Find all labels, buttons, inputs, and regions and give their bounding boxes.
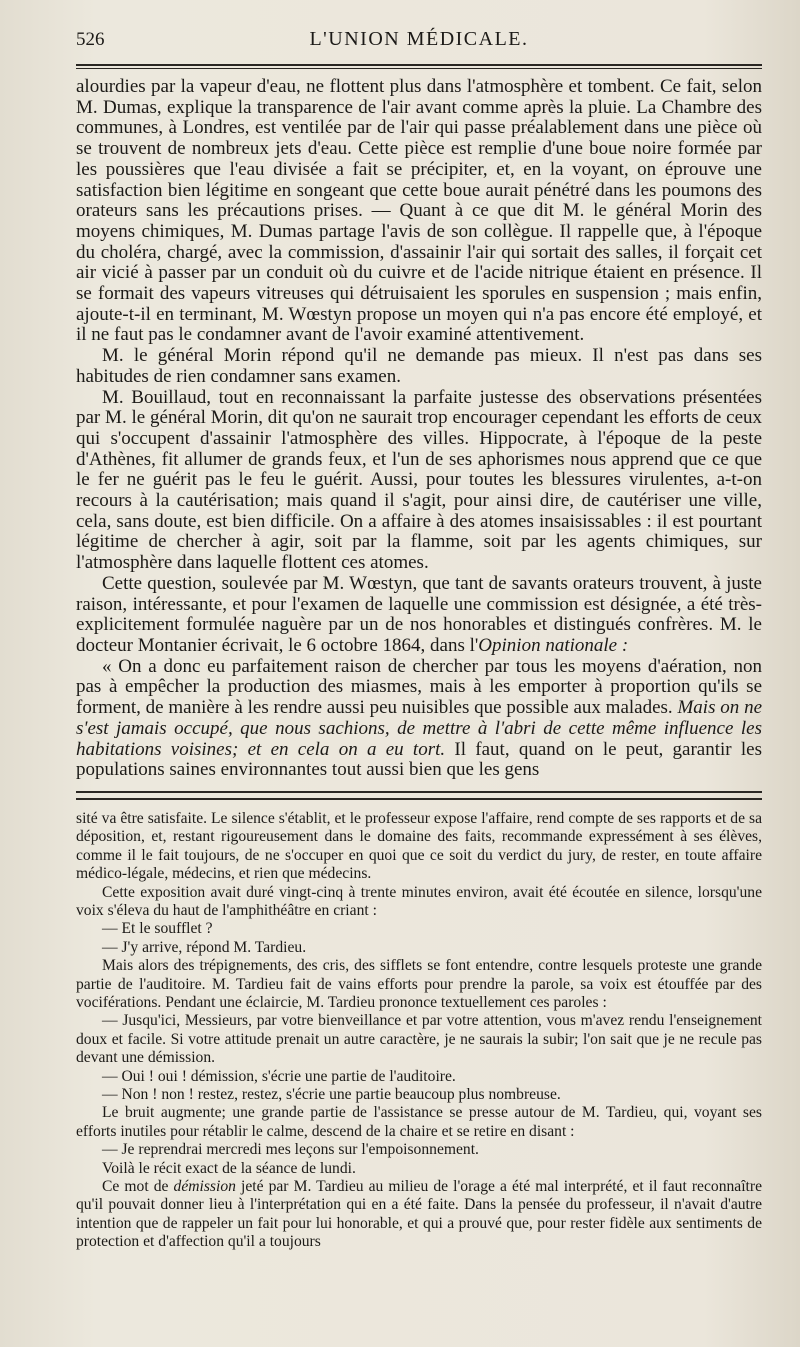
paragraph-quote xyxy=(76,657,762,781)
paragraph-woestyn xyxy=(76,574,762,657)
feuilleton-p6-end: jeté par M. Tardieu au milieu de l'orage a été mal interprété, et il faut reconnaître qu'il pouvait donner lieu à l'interprétation qui en a été faite. Dans la pensée du professeur, il n'avait d'autre intention que de rappeler un fait pour lui honorable, et qui a prouvé que, pour rester fidèle aux sentiments de protection et d'affection qu'il a toujours xyxy=(76,1178,762,1251)
page-number: 526 xyxy=(76,29,105,50)
feuilleton-section xyxy=(76,810,762,1252)
feuilleton-dialogue-3: — Jusqu'ici, Messieurs, par votre bienveillance et par votre attention, vous m'avez rendu l'enseignement doux et facile. Si votre attitude prenait un autre caractère, je ne saurais la subir; l'on sait que je ne recule pas devant une démission. xyxy=(76,1012,762,1067)
feuilleton-separator xyxy=(76,791,762,800)
journal-title: L'UNION MÉDICALE. xyxy=(309,28,529,50)
quote-emphasis: Mais on ne s'est jamais occupé, que nous sachions, de mettre à l'abri de cette même influence les habitations voisines; et en cela on a eu tort. xyxy=(76,697,762,760)
feuilleton-p6-emphasis: démission xyxy=(173,1178,236,1196)
feuilleton-paragraph-6 xyxy=(76,1178,762,1252)
feuilleton-dialogue-5: — Non ! non ! restez, restez, s'écrie une partie beaucoup plus nombreuse. xyxy=(102,1086,561,1103)
feuilleton-paragraph-4: Le bruit augmente; une grande partie de l'assistance se presse autour de M. Tardieu, qui, voyant ses efforts inutiles pour rétablir le calme, descend de la chaire et se retire en disant : xyxy=(76,1104,762,1140)
feuilleton-paragraph-2: Cette exposition avait duré vingt-cinq à trente minutes environ, avait été écoutée en silence, lorsqu'une voix s'éleva du haut de l'amphithéâtre en criant : xyxy=(76,883,762,919)
paragraph-morin: M. le général Morin répond qu'il ne demande pas mieux. Il n'est pas dans ses habitudes de rien condamner sans examen. xyxy=(76,345,762,387)
paragraph-dumas: alourdies par la vapeur d'eau, ne flottent plus dans l'atmosphère et tombent. Ce fait, selon M. Dumas, explique la transparence de l'air avant comme après la pluie. La Chambre des communes, à Londres, est ventilée par de l'air qui passe préalablement dans une pièce où se trouvent de nombreux jets d'eau. Cette pièce est remplie d'une boue noire formée par les poussières que l'eau divisée a fait se précipiter, et, en la voyant, on éprouve une satisfaction bien légitime en songeant que cette boue aurait pénétré dans les poumons des orateurs sans les précautions prises. — Quant à ce que dit M. le général Morin des moyens chimiques, M. Dumas partage l'avis de son collègue. Il rappelle que, à l'époque du choléra, chargé, avec la commission, d'assainir l'air qui sortait des salles, il forçait cet air vicié à passer par un conduit où du cuivre et de l'acide nitrique étaient en présence. Il se formait des vapeurs vitreuses qui détruisaient les sporules en suspension ; mais enfin, ajoute-t-il en terminant, M. Wœstyn propose un moyen qui n'a pas encore été employé, et il ne faut pas le condamner avant de l'avoir examiné attentivement. xyxy=(76,76,762,346)
feuilleton-paragraph-5: Voilà le récit exact de la séance de lundi. xyxy=(102,1159,356,1177)
main-article xyxy=(76,77,762,781)
feuilleton-dialogue-2: — J'y arrive, répond M. Tardieu. xyxy=(102,938,307,956)
quote-start: « On a donc eu parfaitement raison de chercher par tous les moyens d'aération, non pas à empêcher la production des miasmes, mais à les emporter à proportion qu'ils se forment, de manière à les rendre aussi peu nuisibles que possible aux malades. xyxy=(76,655,762,719)
feuilleton-dialogue-1: — Et le soufflet ? xyxy=(102,920,213,938)
paragraph-woestyn-text: Cette question, soulevée par M. Wœstyn, que tant de savants orateurs trouvent, à juste raison, intéressante, et pour l'examen de laquelle une commission est désignée, a été très-explicitement formulée naguère par un de nos honorables et distingués confrères. M. le docteur Montanier écrivait, le 6 octobre 1864, dans l' xyxy=(76,572,762,656)
feuilleton-paragraph-3: Mais alors des trépignements, des cris, des sifflets se font entendre, contre lesquels proteste une grande partie de l'auditoire. M. Tardieu fait de vains efforts pour prendre la parole, sa voix est étouffée par des vociférations. Pendant une éclaircie, M. Tardieu prononce textuellement ces paroles : xyxy=(76,957,762,1011)
feuilleton-paragraph-1: sité va être satisfaite. Le silence s'établit, et le professeur expose l'affaire, rend compte de ses rapports et de sa déposition, et, restant rigoureusement dans le domaine des faits, recommande expressément à ses élèves, comme il le fait toujours, de ne s'occuper en quoi que ce soit du verdict du jury, de rester, en toute affaire médico-légale, médecins, et rien que médecins. xyxy=(76,809,762,883)
paragraph-bouillaud: M. Bouillaud, tout en reconnaissant la parfaite justesse des observations présentées par M. le général Morin, dit qu'on ne saurait trop encourager cependant les efforts de ceux qui s'occupent d'assainir l'atmosphère des villes. Hippocrate, à l'époque de la peste d'Athènes, fit allumer de grands feux, et l'un de ses aphorismes nous apprend que ce que le fer ne guérit pas le feu le guérit. Aussi, pour toutes les blessures virulentes, a-t-on recours à la cautérisation; mais quand il s'agit, pour ainsi dire, de cautériser une ville, cela, sans doute, est bien difficile. On a affaire à des atomes insaisissables : il est pourtant légitime de chercher à agir, soit par la flamme, soit par les agents chimiques, sur l'atmosphère dans laquelle flottent ces atomes. xyxy=(76,386,762,574)
feuilleton-p6-start: Ce mot de xyxy=(102,1178,174,1196)
quote-end: Il faut, quand on le peut, garantir les populations saines environnantes tout aussi bien que les gens xyxy=(76,738,762,781)
feuilleton-dialogue-4: — Oui ! oui ! démission, s'écrie une partie de l'auditoire. xyxy=(102,1067,456,1085)
page-header xyxy=(76,28,762,58)
header-rule xyxy=(76,64,762,69)
publication-title: Opinion nationale : xyxy=(478,634,629,656)
feuilleton-dialogue-6: — Je reprendrai mercredi mes leçons sur l'empoisonnement. xyxy=(102,1141,479,1159)
